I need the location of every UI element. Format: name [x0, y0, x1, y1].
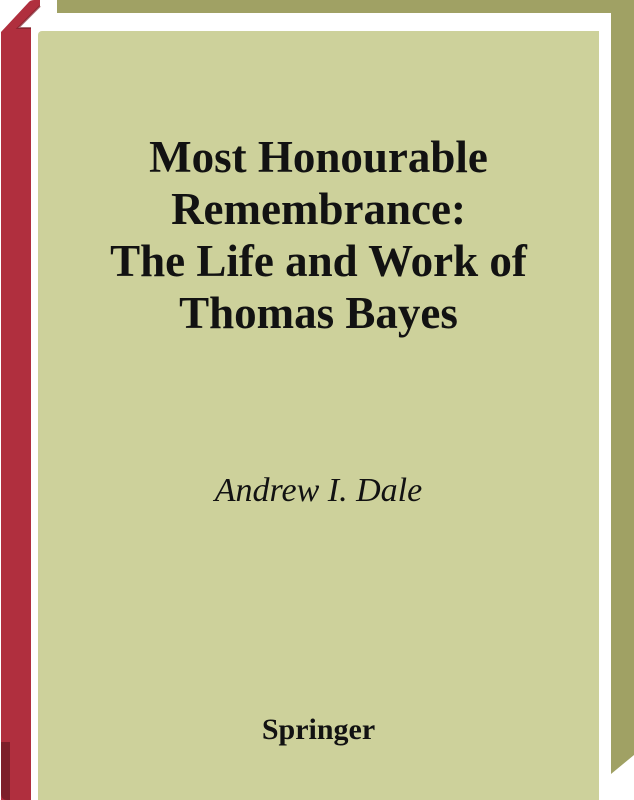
book-spine — [1, 0, 40, 800]
book-title-line: Remembrance: — [171, 184, 466, 234]
spine-bottom-shading — [1, 742, 10, 800]
book-title-line: Thomas Bayes — [179, 288, 458, 338]
book-title — [38, 131, 599, 339]
publisher-wordmark: Springer — [261, 713, 376, 746]
book-front-cover — [38, 31, 599, 800]
book-title-line: The Life and Work of — [110, 236, 527, 286]
book-author: Andrew I. Dale — [214, 472, 423, 509]
book-title-line: Most Honourable — [149, 132, 488, 182]
